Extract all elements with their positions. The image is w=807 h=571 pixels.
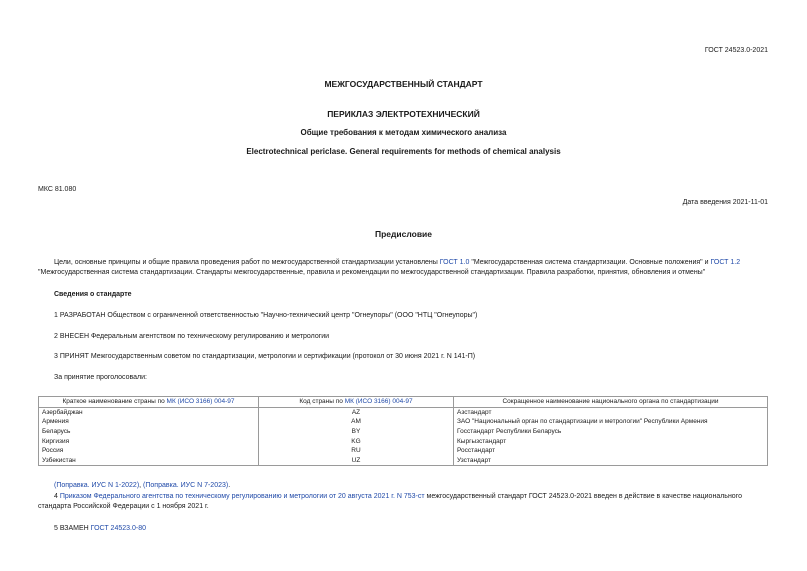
mks-code: МКС 81.080 [38,186,77,193]
cell-code: AZ [259,407,454,417]
table-row [39,456,768,466]
cell-code: UZ [259,456,454,466]
gost-1-2-link[interactable]: ГОСТ 1.2 [710,259,741,266]
standard-subtitle: Общие требования к методам химического анализа [300,128,507,137]
cell-body: Госстандарт Республики Беларусь [454,427,768,437]
table-row [39,446,768,456]
cell-country: Беларусь [39,427,259,437]
replaced-gost-link[interactable]: ГОСТ 24523.0-80 [90,525,146,532]
amendments-line: (Поправка. ИУС N 1-2022), (Поправка. ИУС N 7-2023). [54,482,231,489]
item-developed: 1 РАЗРАБОТАН Обществом с ограниченной ответственностью "Научно-технический центр "Огнеупоры" (ООО "НТЦ "Огнеупоры") [54,312,478,319]
preface-paragraph: Цели, основные принципы и общие правила проведения работ по межгосударственной стандартизации установлены ГОСТ 1.0 "Межгосударственная система стандартизации. Основные положения" и ГОСТ 1.2 "Межгосударственная система стандартизации. Стандарты межгосударственные, правила и рекомендации по межгосударственной стандартизации. Правила разработки, принятия, обновления и отмены" [38,259,741,277]
item-replaces: 5 ВЗАМЕН ГОСТ 24523.0-80 [54,525,146,532]
header-code: Код страны по МК (ИСО 3166) 004-97 [259,397,454,408]
header-body: Сокращенное наименование национального органа по стандартизации [454,397,768,408]
amendment-link-1[interactable]: (Поправка. ИУС N 1-2022) [54,482,140,489]
standard-english-title: Electrotechnical periclase. General requirements for methods of chemical analysis [246,147,561,156]
doc-code: ГОСТ 24523.0-2021 [704,47,768,54]
mk-iso-link[interactable]: МК (ИСО 3166) 004-97 [344,398,413,406]
cell-code: KG [259,436,454,446]
cell-body: Азстандарт [454,407,768,417]
cell-country: Киргизия [39,436,259,446]
table-row [39,407,768,417]
cell-country: Армения [39,417,259,427]
preface-heading: Предисловие [374,229,433,239]
cell-body: Росстандарт [454,446,768,456]
cell-country: Узбекистан [39,456,259,466]
table-header-row [39,397,768,408]
voted-label: За принятие проголосовали: [54,374,147,381]
cell-body: Кыргызстандарт [454,436,768,446]
order-link[interactable]: Приказом Федерального агентства по техническому регулированию и метрологии от 20 августа 2021 г. N 753-ст [59,493,425,500]
table-row [39,427,768,437]
table-row [39,417,768,427]
item-enacted: 4 Приказом Федерального агентства по техническому регулированию и метрологии от 20 августа 2021 г. N 753-ст межгосударственный стандарт ГОСТ 24523.0-2021 введен в действие в качестве национального стандарта Российской Федерации с 1 ноября 2021 г. [38,493,742,511]
cell-body: ЗАО "Национальный орган по стандартизации и метрологии" Республики Армения [454,417,768,427]
standard-kind: МЕЖГОСУДАРСТВЕННЫЙ СТАНДАРТ [324,79,483,89]
cell-code: BY [259,427,454,437]
gost-1-0-link[interactable]: ГОСТ 1.0 [439,259,470,266]
intro-date: Дата введения 2021-11-01 [682,199,768,206]
cell-country: Россия [39,446,259,456]
amendment-link-2[interactable]: (Поправка. ИУС N 7-2023) [143,482,229,489]
cell-code: RU [259,446,454,456]
table-row [39,436,768,446]
header-country: Краткое наименование страны по МК (ИСО 3166) 004-97 [39,397,259,408]
item-adopted: 3 ПРИНЯТ Межгосударственным советом по стандартизации, метрологии и сертификации (протокол от 30 июня 2021 г. N 141-П) [54,353,476,360]
cell-code: AM [259,417,454,427]
info-heading: Сведения о стандарте [54,291,132,298]
item-submitted: 2 ВНЕСЕН Федеральным агентством по техническому регулированию и метрологии [54,333,330,340]
mk-iso-link[interactable]: МК (ИСО 3166) 004-97 [166,398,235,406]
cell-body: Узстандарт [454,456,768,466]
standard-name: ПЕРИКЛАЗ ЭЛЕКТРОТЕХНИЧЕСКИЙ [327,109,480,119]
voting-table [38,396,768,466]
cell-country: Азербайджан [39,407,259,417]
